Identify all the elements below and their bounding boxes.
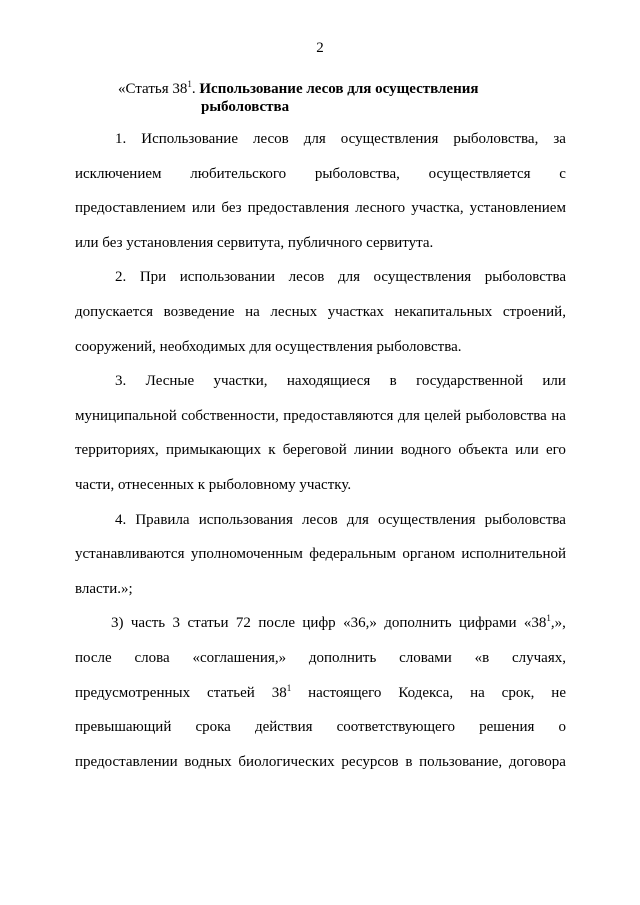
text-line (75, 299, 566, 334)
word: 3 (172, 615, 181, 632)
article-suffix: . (191, 81, 196, 97)
word: участка, (411, 200, 464, 217)
word: участки, (213, 373, 268, 390)
text-line (75, 749, 566, 784)
word: «в (474, 649, 490, 666)
text-line (75, 264, 566, 299)
word: на (551, 407, 566, 424)
word: не (551, 684, 566, 701)
word: предоставлении (75, 753, 178, 770)
word: лесного (355, 200, 406, 217)
word: некапитальных (394, 303, 493, 320)
word: статьей (207, 684, 255, 701)
text-line: части, отнесенных к рыболовному участку. (75, 476, 352, 493)
word: возведение (163, 303, 235, 320)
word: использовании (179, 269, 276, 286)
word: Использование (141, 131, 238, 147)
word: целей (424, 407, 462, 424)
word: «соглашения,» (192, 649, 287, 666)
word: лесов (288, 269, 325, 286)
word: срока (195, 719, 231, 736)
word: Правила (135, 511, 190, 528)
article-prefix: «Статья 38 (118, 81, 188, 97)
word: водных (184, 753, 232, 770)
word: При (139, 269, 167, 286)
word: действия (254, 719, 313, 736)
word: дополнить (384, 615, 452, 632)
word: статьи (187, 615, 229, 632)
word: объекта (458, 442, 509, 459)
word: федеральным (309, 546, 396, 563)
word: исключением (75, 165, 162, 182)
word: собственности, (181, 407, 279, 424)
word: настоящего (308, 684, 382, 701)
word: «36,» (343, 615, 377, 632)
word: к (268, 442, 276, 459)
word: 72 (235, 615, 251, 632)
word: после (258, 615, 296, 632)
word: предоставлением (75, 200, 186, 217)
word: или (515, 442, 539, 459)
article-title-line2: рыболовства (201, 99, 290, 115)
word: решения (479, 719, 535, 736)
word: с (559, 165, 566, 182)
word: установлением (469, 200, 566, 217)
text-line (75, 680, 566, 715)
word: цифрами (459, 615, 517, 632)
word: осуществления (377, 511, 476, 528)
word: слова (134, 649, 170, 666)
word: осуществления (340, 131, 439, 147)
text-line: власти.»; (75, 580, 133, 597)
word: рыболовства (484, 269, 566, 286)
word: органом (402, 546, 455, 563)
word: 3. (115, 373, 127, 390)
word: строений, (502, 303, 566, 320)
word: Кодекса, (398, 684, 454, 701)
word: для (346, 511, 369, 528)
word: словами (399, 649, 452, 666)
word: 1. (115, 131, 127, 147)
text-line: сооружений, необходимых для осуществления рыболовства. (75, 338, 462, 355)
word: осуществления (373, 269, 472, 286)
word: Лесные (145, 373, 195, 390)
word: случаях, (512, 649, 566, 666)
word: биологических (238, 753, 335, 770)
word: муниципальной (75, 407, 177, 424)
text-line (75, 403, 566, 438)
word: после (75, 649, 112, 666)
word: лесов (301, 511, 338, 528)
word: ресурсов (341, 753, 399, 770)
word: 2. (115, 269, 127, 286)
word: срок, (501, 684, 535, 701)
word: «$38^1$,», (523, 613, 566, 632)
word: государственной (416, 373, 524, 390)
text-line (75, 195, 566, 230)
word: исполнительной (461, 546, 566, 563)
word: любительского (190, 165, 287, 182)
word: на (470, 684, 485, 701)
word: за (553, 131, 566, 147)
word: осуществляется (428, 165, 531, 182)
word: лесов (252, 131, 289, 147)
word: линии (353, 442, 394, 459)
word: без (221, 200, 242, 217)
word: находящиеся (286, 373, 371, 390)
word: рыболовства, (314, 165, 400, 182)
word: цифр (302, 615, 336, 632)
text-line (75, 610, 566, 645)
word: использования (198, 511, 293, 528)
text-line (75, 437, 566, 472)
word: в (389, 373, 397, 390)
text-line (75, 645, 566, 680)
word: 3) (111, 615, 124, 632)
word: часть (130, 615, 166, 632)
word: 4. (115, 511, 127, 528)
word: его (545, 442, 566, 459)
word: рыболовства, (453, 131, 539, 147)
word: или (542, 373, 566, 390)
word: о (558, 719, 566, 736)
text-line (75, 714, 566, 749)
text-line (75, 126, 566, 161)
article-heading (118, 80, 518, 116)
word: лесных (270, 303, 318, 320)
text-line: или без установления сервитута, публичного сервитута. (75, 234, 434, 251)
document-body (75, 126, 566, 783)
word: соответствующего (336, 719, 455, 736)
word: пользование, (419, 753, 503, 770)
word: на (245, 303, 260, 320)
word: береговой (282, 442, 347, 459)
word: допускается (75, 303, 153, 320)
word: $38^1$ (271, 682, 292, 701)
word: водного (400, 442, 452, 459)
word: для (397, 407, 420, 424)
word: предоставления (247, 200, 350, 217)
word: устанавливаются (75, 546, 185, 563)
word: предоставляются (283, 407, 394, 424)
word: территориях, (75, 442, 159, 459)
text-line (75, 161, 566, 196)
text-line (75, 507, 566, 542)
word: предусмотренных (75, 684, 191, 701)
article-title-line1: Использование лесов для осуществления (199, 81, 479, 97)
word: рыболовства (465, 407, 547, 424)
word: для (303, 131, 326, 147)
word: уполномоченным (190, 546, 303, 563)
text-line (75, 368, 566, 403)
page-number: 2 (316, 40, 324, 56)
article-superscript: 1 (187, 79, 192, 89)
word: рыболовства (484, 511, 566, 528)
word: участках (327, 303, 384, 320)
word: в (405, 753, 413, 770)
word: для (337, 269, 360, 286)
word: дополнить (308, 649, 377, 666)
word: превышающий (75, 719, 172, 736)
word: договора (508, 753, 566, 770)
word: примыкающих (165, 442, 262, 459)
word: или (191, 200, 216, 217)
text-line (75, 541, 566, 576)
